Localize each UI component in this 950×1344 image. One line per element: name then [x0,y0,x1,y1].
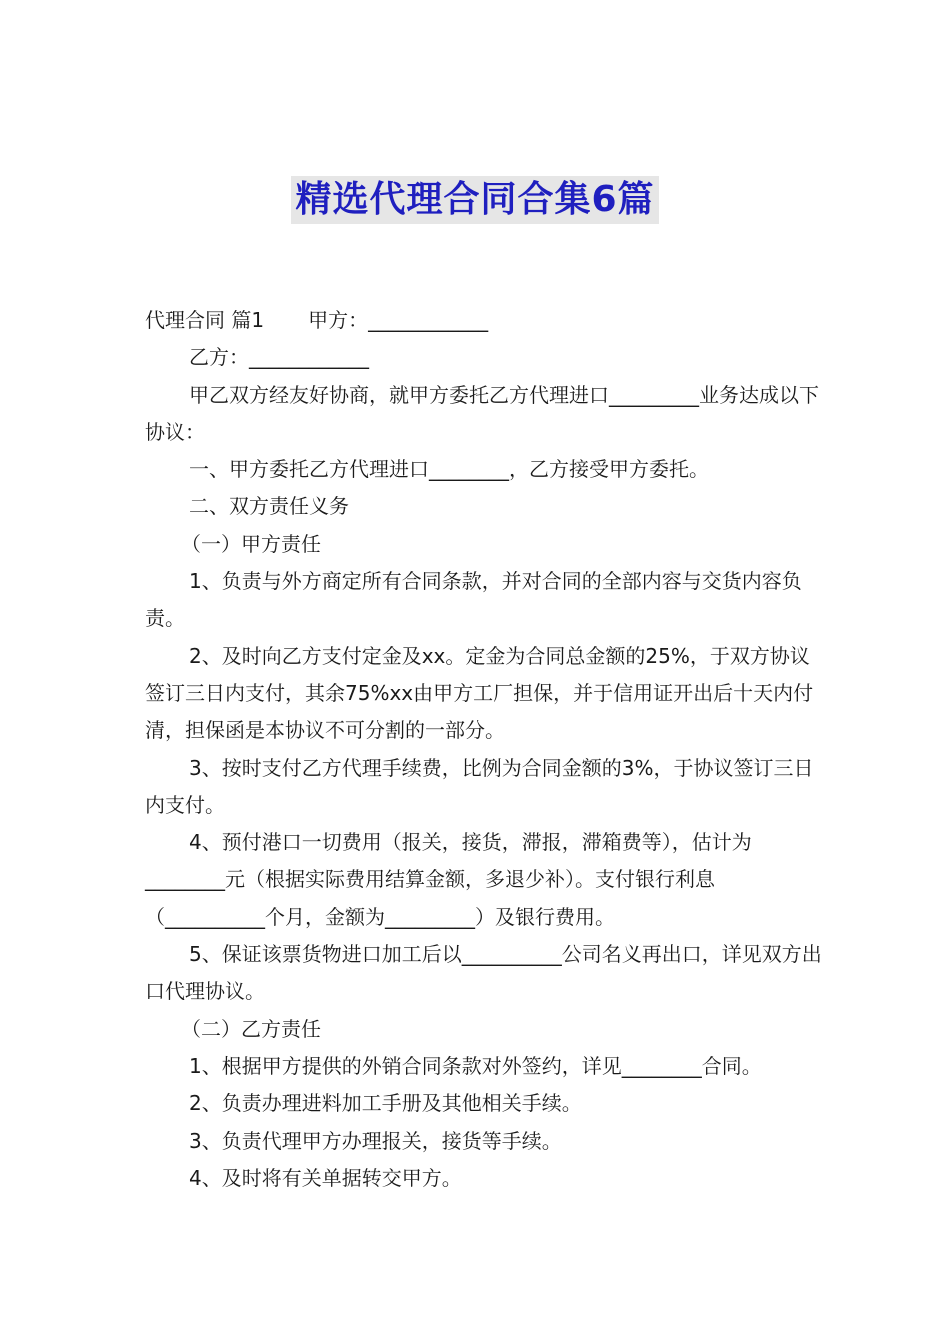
paragraph-a-duty-2: 2、及时向乙方支付定金及xx。定金为合同总金额的25%，于双方协议签订三日内支付，其余75%xx由甲方工厂担保，并于信用证开出后十天内付清，担保函是本协议不可分割的一部分。 [145,643,814,743]
paragraph-b-duty-1: 1、根据甲方提供的外销合同条款对外签约，详见________合同。 [189,1053,762,1078]
section-party-b-duties: （二）乙方责任 [181,1016,321,1041]
paragraph-heading-line [145,302,825,339]
paragraph-a-duty-5: 5、保证该票货物进口加工后以__________公司名义再出口，详见双方出口代理协议。 [145,942,822,1004]
paragraph-a-duty-3: 3、按时支付乙方代理手续费，比例为合同金额的3%，于协议签订三日内支付。 [145,755,814,817]
paragraph-intro: 甲乙双方经友好协商，就甲方委托乙方代理进口_________业务达成以下协议： [145,382,819,444]
party-b-field: 乙方：____________ [189,345,369,370]
paragraph-b-duty-4: 4、及时将有关单据转交甲方。 [189,1165,462,1190]
section-party-a-duties: （一）甲方责任 [181,531,321,556]
party-a-field: 甲方：____________ [308,308,489,332]
paragraph-a-duty-4: 4、预付港口一切费用（报关，接货，滞报，滞箱费等），估计为________元（根据实际费用结算金额，多退少补）。支付银行利息（__________个月，金额为_________）及银行费用。 [145,830,752,929]
document-body [145,302,825,1197]
paragraph-a-duty-1: 1、负责与外方商定所有合同条款，并对合同的全部内容与交货内容负责。 [145,569,802,631]
paragraph-item-2: 二、双方责任义务 [189,494,349,519]
contract-label: 代理合同 篇1 [145,308,265,332]
paragraph-b-duty-2: 2、负责办理进料加工手册及其他相关手续。 [189,1091,582,1116]
paragraph-item-1: 一、甲方委托乙方代理进口________，乙方接受甲方委托。 [189,457,709,482]
document-title: 精选代理合同合集6篇 [291,176,658,224]
paragraph-b-duty-3: 3、负责代理甲方办理报关，接货等手续。 [189,1128,562,1153]
title-wrap [0,176,950,224]
